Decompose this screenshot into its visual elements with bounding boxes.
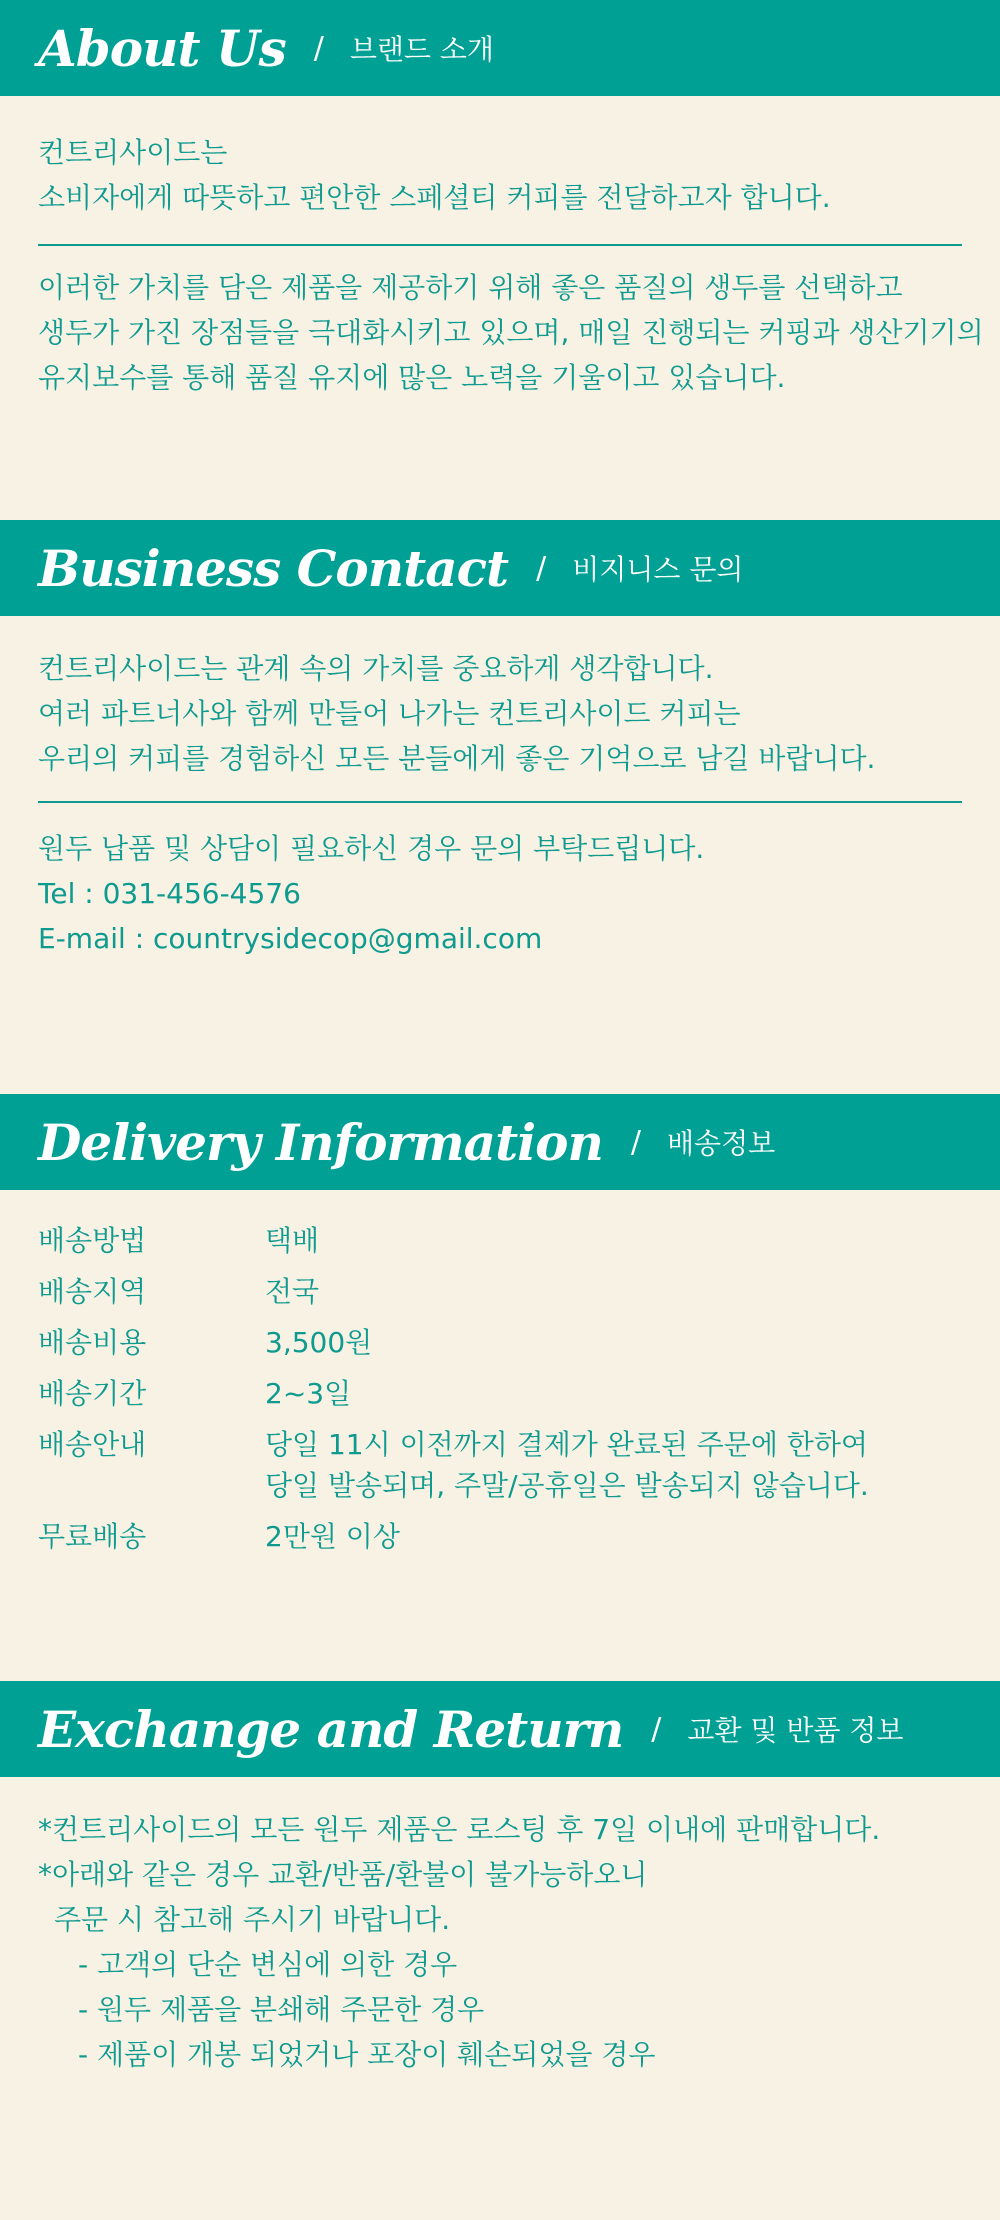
business-header <box>0 520 1000 616</box>
exchange-header <box>0 1681 1000 1777</box>
about-title-en: About Us <box>38 18 286 78</box>
exchange-line: 주문 시 참고해 주시기 바랍니다. <box>54 1903 451 1936</box>
business-intro-line: 우리의 커피를 경험하신 모든 분들에게 좋은 기억으로 남길 바랍니다. <box>38 742 876 775</box>
exchange-line: *컨트리사이드의 모든 원두 제품은 로스팅 후 7일 이내에 판매합니다. <box>38 1813 881 1846</box>
delivery-label: 배송안내 <box>38 1428 147 1461</box>
delivery-value-line: 당일 11시 이전까지 결제가 완료된 주문에 한하여 <box>265 1428 868 1461</box>
exchange-title-ko: 교환 및 반품 정보 <box>687 1714 904 1747</box>
exchange-case: - 제품이 개봉 되었거나 포장이 훼손되었을 경우 <box>78 2038 656 2071</box>
delivery-label: 배송방법 <box>38 1224 147 1257</box>
delivery-row <box>38 1373 962 1414</box>
about-body-line: 이러한 가치를 담은 제품을 제공하기 위해 좋은 품질의 생두를 선택하고 <box>38 271 903 304</box>
delivery-value <box>265 1424 962 1506</box>
delivery-header <box>0 1094 1000 1190</box>
business-intro <box>38 646 962 781</box>
about-title-ko: 브랜드 소개 <box>349 33 494 66</box>
business-tel: Tel : 031-456-4576 <box>38 877 301 910</box>
business-email[interactable]: E-mail : countrysidecop@gmail.com <box>38 922 543 955</box>
about-body <box>38 265 984 400</box>
delivery-value: 2~3일 <box>265 1377 352 1410</box>
business-intro-line: 컨트리사이드는 관계 속의 가치를 중요하게 생각합니다. <box>38 652 714 685</box>
delivery-value: 전국 <box>265 1275 320 1308</box>
delivery-value: 3,500원 <box>265 1326 373 1359</box>
delivery-table <box>38 1220 962 1557</box>
business-title-en: Business Contact <box>38 538 509 598</box>
business-contact-info <box>38 826 962 961</box>
delivery-label: 배송비용 <box>38 1326 147 1359</box>
delivery-title-ko: 배송정보 <box>666 1127 776 1160</box>
delivery-label: 무료배송 <box>38 1520 147 1553</box>
delivery-value: 택배 <box>265 1224 320 1257</box>
business-divider <box>38 801 962 803</box>
exchange-case: - 원두 제품을 분쇄해 주문한 경우 <box>78 1993 485 2026</box>
business-slash: / <box>536 550 547 586</box>
exchange-title-en: Exchange and Return <box>38 1699 624 1759</box>
exchange-case: - 고객의 단순 변심에 의한 경우 <box>78 1948 458 1981</box>
about-intro-line: 소비자에게 따뜻하고 편안한 스페셜티 커피를 전달하고자 합니다. <box>38 181 831 214</box>
delivery-row <box>38 1516 962 1557</box>
exchange-slash: / <box>651 1711 662 1747</box>
delivery-label: 배송지역 <box>38 1275 147 1308</box>
about-intro <box>38 130 962 220</box>
delivery-row <box>38 1220 962 1261</box>
delivery-row <box>38 1271 962 1312</box>
about-intro-line: 컨트리사이드는 <box>38 136 228 169</box>
about-divider <box>38 244 962 246</box>
delivery-value-line: 당일 발송되며, 주말/공휴일은 발송되지 않습니다. <box>265 1469 869 1502</box>
about-header <box>0 0 1000 96</box>
business-title-ko: 비지니스 문의 <box>572 553 744 586</box>
delivery-title-en: Delivery Information <box>38 1112 603 1172</box>
exchange-body <box>38 1807 962 2077</box>
exchange-line: *아래와 같은 경우 교환/반품/환불이 불가능하오니 <box>38 1858 648 1891</box>
delivery-slash: / <box>630 1124 641 1160</box>
delivery-value: 2만원 이상 <box>265 1520 400 1553</box>
business-intro-line: 여러 파트너사와 함께 만들어 나가는 컨트리사이드 커피는 <box>38 697 741 730</box>
business-inquiry: 원두 납품 및 상담이 필요하신 경우 문의 부탁드립니다. <box>38 832 705 865</box>
delivery-row <box>38 1322 962 1363</box>
delivery-label: 배송기간 <box>38 1377 147 1410</box>
about-body-line: 생두가 가진 장점들을 극대화시키고 있으며, 매일 진행되는 커핑과 생산기기의 <box>38 316 984 349</box>
about-slash: / <box>313 30 324 66</box>
delivery-row <box>38 1424 962 1506</box>
about-body-line: 유지보수를 통해 품질 유지에 많은 노력을 기울이고 있습니다. <box>38 361 786 394</box>
